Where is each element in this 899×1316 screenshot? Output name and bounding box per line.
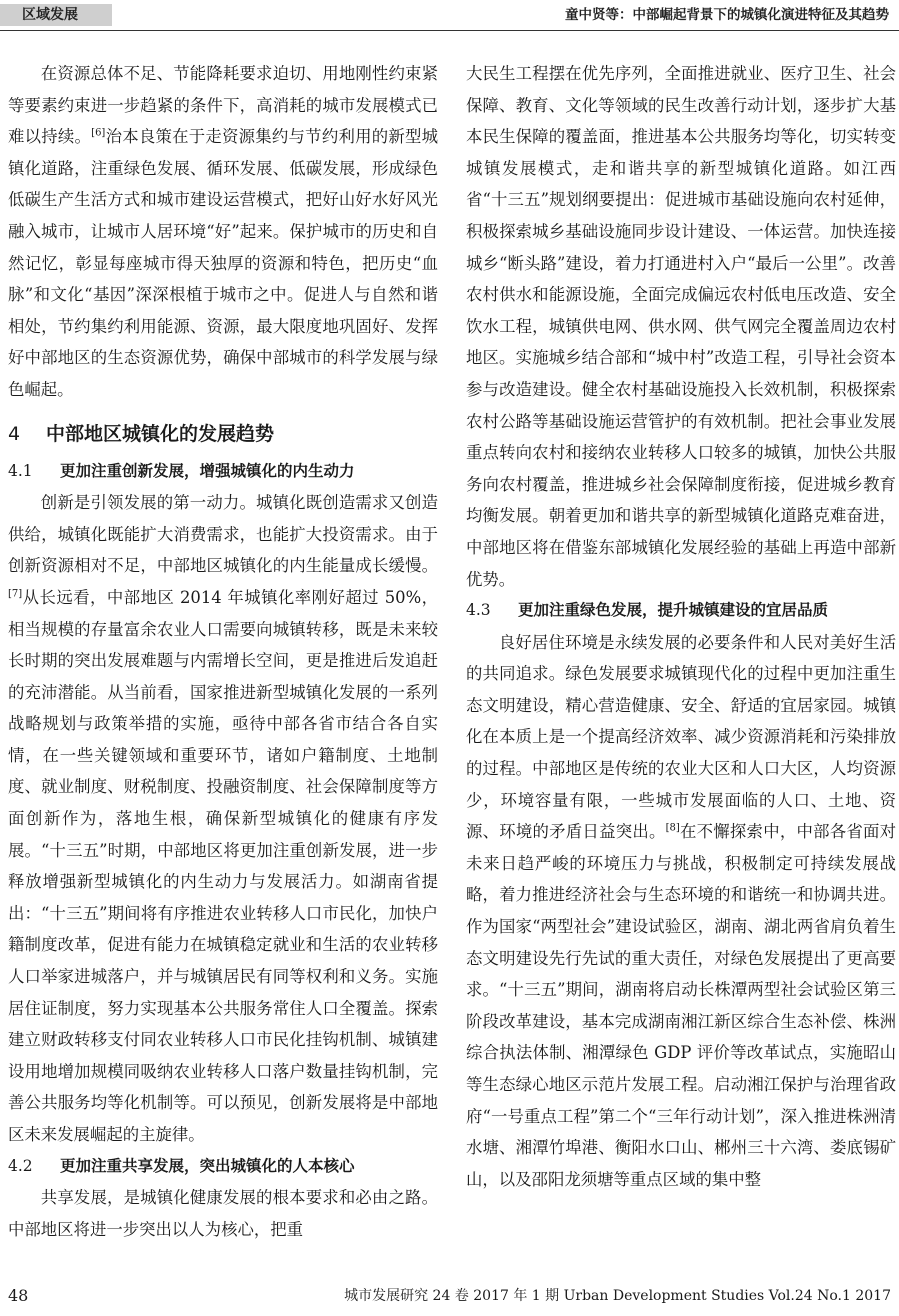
- paragraph-sharing: 共享发展，是城镇化健康发展的根本要求和必由之路。中部地区将进一步突出以人为核心，把重: [8, 1188, 438, 1239]
- running-title: 童中贤等：中部崛起背景下的城镇化演进特征及其趋势: [565, 7, 889, 23]
- citation-7[interactable]: [7]: [8, 588, 23, 600]
- page-footer: [0, 1282, 899, 1310]
- paragraph-innovation: 创新是引领发展的第一动力。城镇化既创造需求又创造供给，城镇化既能扩大消费需求，也能扩大投资需求。由于创新资源相对不足，中部地区城镇化的内生能量成长缓慢。[7]从长远看，中部地区 2014 年城镇化率刚好超过 50%，相当规模的存量富余农业人口需要向城镇转移，既是未来较长时期的突出发展难题与内需增长空间，更是推进后发追赶的充沛潜能。从当前看，国家推进新型城镇化发展的一系列战略规划与政策举措的实施，亟待中部各省市结合各自实情，在一些关键领域和重要环节，诸如户籍制度、土地制度、就业制度、财税制度、投融资制度、社会保障制度等方面创新作为，落地生根，确保新型城镇化的健康有序发展。“十三五”时期，中部地区将更加注重创新发展，进一步释放增强新型城镇化的内生动力与发展活力。如湖南省提出：“十三五”期间将有序推进农业转移人口市民化，加快户籍制度改革，促进有能力在城镇稳定就业和生活的农业转移人口举家进城落户，并与城镇居民有同等权利和义务。实施居住证制度，努力实现基本公共服务常住人口全覆盖。探索建立财政转移支付同农业转移人口市民化挂钩机制、城镇建设用地增加规模同吸纳农业转移人口落户数量挂钩机制，完善公共服务均等化机制等。可以预见，创新发展将是中部地区未来发展崛起的主旋律。: [8, 493, 438, 1144]
- citation-6[interactable]: [6]: [91, 127, 106, 139]
- citation-8[interactable]: [8]: [665, 822, 680, 834]
- subsection-4-3-heading: 4.3 更加注重绿色发展，提升城镇建设的宜居品质: [466, 601, 829, 620]
- subsection-4-1-heading: 4.1 更加注重创新发展，增强城镇化的内生动力: [8, 461, 355, 480]
- subsection-4-2-heading: 4.2 更加注重共享发展，突出城镇化的人本核心: [8, 1156, 355, 1175]
- journal-citation: 城市发展研究 24 卷 2017 年 1 期 Urban Development Studies Vol.24 No.1 2017: [344, 1288, 891, 1304]
- page-number: 48: [8, 1286, 29, 1305]
- right-column: [466, 58, 896, 1195]
- section-4-heading: 4 中部地区城镇化的发展趋势: [8, 422, 275, 445]
- page-header: [0, 0, 899, 31]
- section-label: 区域发展: [0, 4, 112, 26]
- left-column: [8, 58, 438, 1245]
- paragraph-green-development: 良好居住环境是永续发展的必要条件和人民对美好生活的共同追求。绿色发展要求城镇现代化的过程中更加注重生态文明建设，精心营造健康、安全、舒适的宜居家园。城镇化在本质上是一个提高经济效率、减少资源消耗和污染排放的过程。中部地区是传统的农业大区和人口大区，人均资源少，环境容量有限，一些城市发展面临的人口、土地、资源、环境的矛盾日益突出。[8]在不懈探索中，中部各省面对未来日趋严峻的环境压力与挑战，积极制定可持续发展战略，着力推进经济社会与生态环境的和谐统一和协调共进。作为国家“两型社会”建设试验区，湖南、湖北两省肩负着生态文明建设先行先试的重大责任，对绿色发展提出了更高要求。“十三五”期间，湖南将启动长株潭两型社会试验区第三阶段改革建设，基本完成湖南湘江新区综合生态补偿、株洲综合执法体制、湘潭绿色 GDP 评价等改革试点，实施昭山等生态绿心地区示范片发展工程。启动湘江保护与治理省政府“一号重点工程”第二个“三年行动计划”，深入推进株洲清水塘、湘潭竹埠港、衡阳水口山、郴州三十六湾、娄底锡矿山，以及邵阳龙须塘等重点区域的集中整: [466, 632, 897, 1189]
- paragraph-resource-constraints: 在资源总体不足、节能降耗要求迫切、用地刚性约束紧等要素约束进一步趋紧的条件下，高消耗的城市发展模式已难以持续。[6]治本良策在于走资源集约与节约利用的新型城镇化道路，注重绿色发展、循环发展、低碳发展，形成绿色低碳生产生活方式和城市建设运营模式，把好山好水好风光融入城市，让城市人居环境“好”起来。保护城市的历史和自然记忆，彰显每座城市得天独厚的资源和特色，把历史“血脉”和文化“基因”深深根植于城市之中。促进人与自然和谐相处，节约集约利用能源、资源，最大限度地巩固好、发挥好中部地区的生态资源优势，确保中部城市的科学发展与绿色崛起。: [8, 64, 439, 399]
- paragraph-sharing-continued: 大民生工程摆在优先序列，全面推进就业、医疗卫生、社会保障、教育、文化等领域的民生改善行动计划，逐步扩大基本民生保障的覆盖面，推进基本公共服务均等化，切实转变城镇发展模式，走和谐共享的新型城镇化道路。如江西省“十三五”规划纲要提出：促进城市基础设施向农村延伸，积极探索城乡基础设施同步设计建设、一体运营。加快连接城乡“断头路”建设，着力打通进村入户“最后一公里”。改善农村供水和能源设施，全面完成偏远农村低电压改造、安全饮水工程，城镇供电网、供水网、供气网完全覆盖周边农村地区。实施城乡结合部和“城中村”改造工程，引导社会资本参与改造建设。健全农村基础设施投入长效机制，积极探索农村公路等基础设施运营管护的有效机制。把社会事业发展重点转向农村和接纳农业转移人口较多的城镇，加快公共服务向农村覆盖，推进城乡社会保障制度衔接，促进城乡教育均衡发展。朝着更加和谐共享的新型城镇化道路克难奋进，中部地区将在借鉴东部城镇化发展经验的基础上再造中部新优势。: [466, 64, 896, 589]
